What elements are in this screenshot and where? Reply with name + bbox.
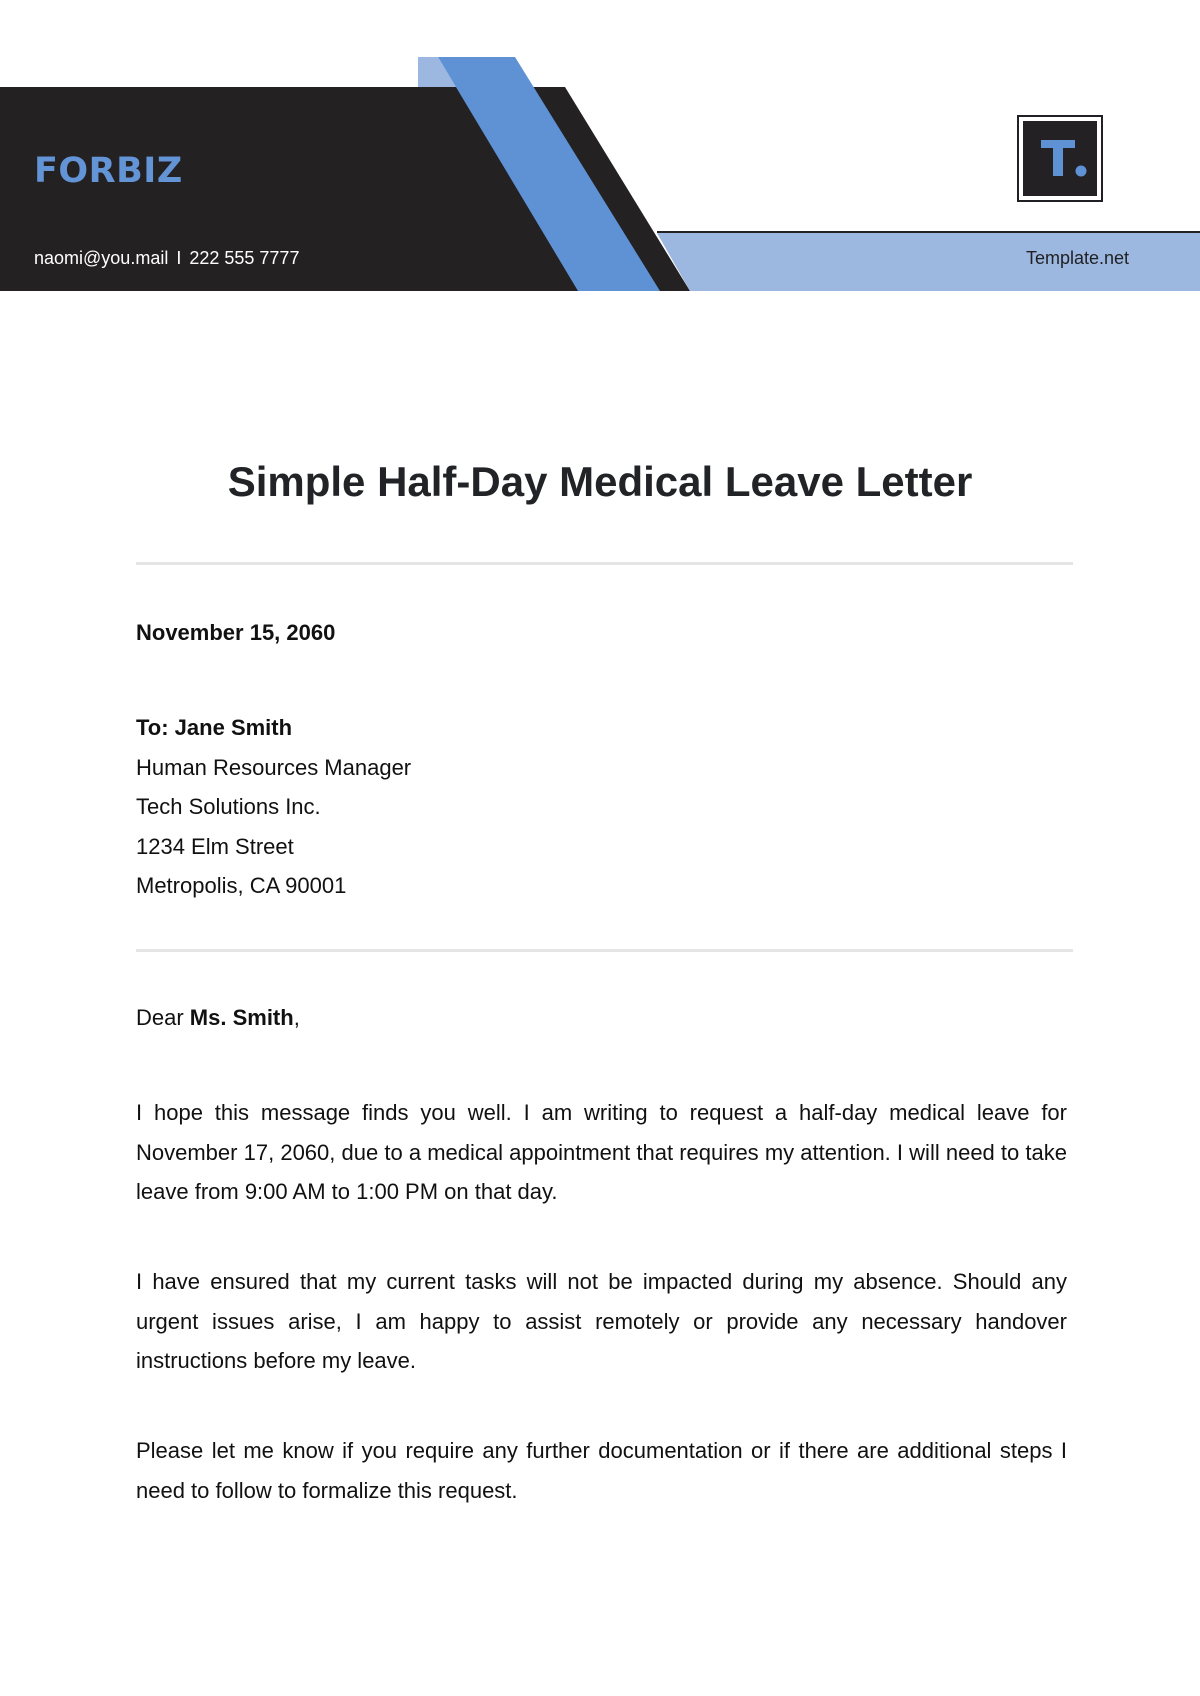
title-divider xyxy=(136,562,1073,565)
letter-date: November 15, 2060 xyxy=(136,620,336,645)
recipient-street: 1234 Elm Street xyxy=(136,833,294,859)
brand-name: FORBIZ xyxy=(34,151,183,191)
body-paragraph-2: I have ensured that my current tasks will not be impacted during my absence. Should any urgent issues arise, I am happy to assist remotely or provide any necessary handover instructions before my leave. xyxy=(136,1269,1067,1373)
recipient-title: Human Resources Manager xyxy=(136,754,412,780)
logo-mark xyxy=(1023,121,1097,196)
contact-separator: I xyxy=(176,248,182,268)
salutation xyxy=(136,1005,1067,1031)
contact-email[interactable]: naomi@you.mail xyxy=(34,248,169,268)
contact-phone[interactable]: 222 555 7777 xyxy=(189,248,300,268)
recipient-city: Metropolis, CA 90001 xyxy=(136,873,347,898)
salutation-name: Ms. Smith xyxy=(189,1005,294,1030)
recipient-company: Tech Solutions Inc. xyxy=(136,794,321,819)
letter-title: Simple Half-Day Medical Leave Letter xyxy=(227,458,973,505)
letterhead xyxy=(0,0,1200,300)
contact-line xyxy=(34,248,299,269)
template-t-logo-icon xyxy=(1023,121,1097,196)
body-paragraph-1: I hope this message finds you well. I am writing to request a half-day medical leave for November 17, 2060, due to a medical appointment that requires my attention. I will need to take leave from 9:00 AM to 1:00 PM on that day. xyxy=(136,1100,1067,1204)
salutation-prefix: Dear xyxy=(136,1005,190,1030)
salutation-punctuation: , xyxy=(293,1005,300,1030)
recipient-name: To: Jane Smith xyxy=(136,715,293,740)
address-divider xyxy=(136,949,1073,952)
logo-frame xyxy=(1017,115,1103,202)
body-paragraph-3: Please let me know if you require any further documentation or if there are additional steps I need to follow to formalize this request. xyxy=(136,1438,1067,1503)
site-link[interactable]: Template.net xyxy=(1026,248,1130,268)
recipient-address xyxy=(136,708,1067,906)
